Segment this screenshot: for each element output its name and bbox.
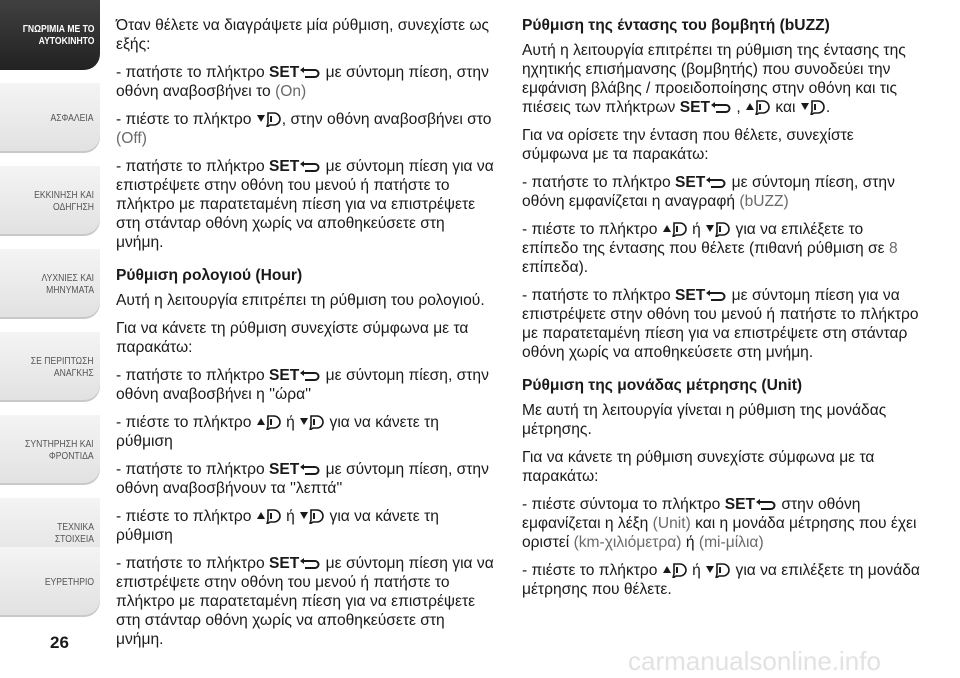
- display-value: (bUZZ): [739, 193, 789, 210]
- tab-safety[interactable]: [0, 83, 100, 153]
- up-speech-icon: [662, 562, 688, 578]
- or-text: ή: [692, 221, 701, 238]
- tab-index[interactable]: [0, 547, 100, 617]
- step-text: - πιέστε σύντομα το πλήκτρο: [522, 496, 721, 513]
- step-text: - πιέστε το πλήκτρο: [116, 111, 252, 128]
- and-text: και: [775, 99, 796, 116]
- page-number: 26: [50, 633, 69, 652]
- step: [116, 63, 496, 101]
- punctuation: .: [825, 99, 831, 116]
- tab-label: ΣΕ ΠΕΡΙΠΤΩΣΗ ΑΝΑΓΚΗΣ: [31, 355, 94, 379]
- tab-label: ΣΥΝΤΗΡΗΣΗ ΚΑΙ ΦΡΟΝΤΙΔΑ: [25, 438, 94, 462]
- intro-text: Όταν θέλετε να διαγράψετε μία ρύθμιση, συνεχίστε ως εξής:: [116, 17, 490, 53]
- step-text: με σύντομη πίεση, στην οθόνη αναβοσβήνουν τα ''λεπτά'': [116, 461, 489, 497]
- down-speech-icon: [705, 562, 731, 578]
- tab-label: ΓΝΩΡΙΜΙΑ ΜΕ ΤΟ ΑΥΤΟΚΙΝΗΤΟ: [22, 23, 94, 47]
- step-text: - πατήστε το πλήκτρο: [116, 367, 265, 384]
- paragraph: [522, 401, 922, 439]
- set-return-icon: [710, 101, 732, 115]
- description-text: Με αυτή τη λειτουργία γίνεται η ρύθμιση της μονάδας μέτρησης.: [522, 402, 887, 438]
- paragraph: [116, 291, 496, 310]
- set-label: SET: [675, 174, 706, 191]
- step: [522, 561, 922, 599]
- tab-label: ΛΥΧΝΙΕΣ ΚΑΙ ΜΗΝΥΜΑΤΑ: [41, 272, 94, 296]
- set-return-icon: [299, 557, 321, 571]
- up-speech-icon: [256, 414, 282, 430]
- tab-label: ΤΕΧΝΙΚΑ ΣΤΟΙΧΕΙΑ: [54, 521, 94, 545]
- set-return-icon: [705, 176, 727, 190]
- down-speech-icon: [800, 99, 826, 115]
- up-speech-icon: [256, 508, 282, 524]
- step-text: στην οθόνη εμφανίζεται η λέξη: [522, 496, 861, 532]
- section-heading-unit: Ρύθμιση της μονάδας μέτρησης (Unit): [522, 377, 803, 394]
- step-text: με σύντομη πίεση για να επιστρέψετε στην οθόνη του μενού ή πατήστε το πλήκτρο με παρατεταμένη πίεση για να επιστρέψετε στη στάνταρ οθόνη χωρίς να αποθηκεύσετε στη μνήμη.: [522, 287, 919, 361]
- step: [522, 495, 922, 552]
- set-return-icon: [299, 463, 321, 477]
- or-text: ή: [685, 534, 695, 551]
- step-text: με σύντομη πίεση, στην οθόνη αναβοσβήνει η ''ώρα'': [116, 367, 489, 403]
- set-label: SET: [269, 367, 300, 384]
- paragraph: [116, 319, 496, 357]
- paragraph: [116, 16, 496, 54]
- intro-text: Για να κάνετε τη ρύθμιση συνεχίστε σύμφωνα με τα παρακάτω:: [116, 320, 469, 356]
- step-text: με σύντομη πίεση, στην οθόνη αναβοσβήνει το: [116, 64, 489, 100]
- description-text: Αυτή η λειτουργία επιτρέπει τη ρύθμιση του ρολογιού.: [116, 292, 485, 309]
- set-return-icon: [299, 369, 321, 383]
- display-value: (Unit): [652, 515, 691, 532]
- step-text: με σύντομη πίεση για να επιστρέψετε στην οθόνη του μενού ή πατήστε το πλήκτρο με παρατεταμένη πίεση για να επιστρέψετε στη στάνταρ οθόνη χωρίς να αποθηκεύσετε στη μνήμη.: [116, 158, 494, 251]
- set-return-icon: [755, 498, 777, 512]
- up-speech-icon: [662, 221, 688, 237]
- down-speech-icon: [299, 508, 325, 524]
- set-label: SET: [269, 461, 300, 478]
- set-label: SET: [269, 555, 300, 572]
- watermark: carmanualsonline.info: [628, 646, 881, 676]
- intro-text: Για να ορίσετε την ένταση που θέλετε, συνεχίστε σύμφωνα με τα παρακάτω:: [522, 127, 854, 163]
- tab-label: ΑΣΦΑΛΕΙΑ: [50, 112, 94, 124]
- tab-emergency[interactable]: [0, 332, 100, 402]
- step-text: - πατήστε το πλήκτρο: [116, 158, 265, 175]
- step-text: - πιέστε το πλήκτρο: [116, 508, 252, 525]
- intro-text: Για να κάνετε τη ρύθμιση συνεχίστε σύμφωνα με τα παρακάτω:: [522, 449, 875, 485]
- step: [116, 157, 496, 252]
- set-return-icon: [299, 160, 321, 174]
- down-speech-icon: [299, 414, 325, 430]
- step: [522, 220, 922, 277]
- display-value: (Off): [116, 130, 147, 147]
- step-text: - πιέστε το πλήκτρο: [522, 221, 658, 238]
- step: [116, 366, 496, 404]
- tab-starting-driving[interactable]: [0, 166, 100, 236]
- set-label: SET: [269, 158, 300, 175]
- step-text: με σύντομη πίεση για να επιστρέψετε στην οθόνη του μενού ή πατήστε το πλήκτρο με παρατεταμένη πίεση για να επιστρέψετε στη στάνταρ οθόνη χωρίς να αποθηκεύσετε στη μνήμη.: [116, 555, 494, 648]
- step-text: - πατήστε το πλήκτρο: [116, 64, 265, 81]
- description-text: Αυτή η λειτουργία επιτρέπει τη ρύθμιση της έντασης της ηχητικής επισήμανσης (βομβητής) που συνοδεύει την εμφάνιση βλάβης / προειδοποίησης στην οθόνη και τις πιέσεις των πλήκτρων: [522, 42, 906, 116]
- step-text: , στην οθόνη αναβοσβήνει στο: [281, 111, 492, 128]
- or-text: ή: [286, 508, 295, 525]
- step: [522, 286, 922, 362]
- step-text: με σύντομη πίεση, στην οθόνη εμφανίζεται η αναγραφή: [522, 174, 895, 210]
- right-column: [522, 16, 922, 608]
- step-text: - πατήστε το πλήκτρο: [522, 287, 671, 304]
- set-return-icon: [299, 66, 321, 80]
- step-text: - πιέστε το πλήκτρο: [522, 562, 658, 579]
- step-text: - πατήστε το πλήκτρο: [522, 174, 671, 191]
- tab-label: ΕΥΡΕΤΗΡΙΟ: [44, 576, 94, 588]
- step: [116, 554, 496, 649]
- step-text: για να κάνετε τη ρύθμιση: [116, 508, 439, 544]
- step-text: - πατήστε το πλήκτρο: [116, 555, 265, 572]
- section-heading-hour: Ρύθμιση ρολογιού (Hour): [116, 267, 303, 284]
- step: [116, 507, 496, 545]
- set-label: SET: [679, 99, 711, 116]
- left-column: [116, 16, 496, 658]
- up-speech-icon: [745, 99, 771, 115]
- tab-label: ΕΚΚΙΝΗΣΗ ΚΑΙ ΟΔΗΓΗΣΗ: [34, 189, 94, 213]
- set-label: SET: [675, 287, 706, 304]
- tab-getting-to-know[interactable]: [0, 0, 100, 70]
- display-value: (On): [275, 83, 307, 100]
- step-text: επίπεδα).: [522, 259, 589, 276]
- step: [116, 413, 496, 451]
- punctuation: ,: [736, 99, 741, 116]
- step: [116, 110, 496, 148]
- section-heading-buzzer: Ρύθμιση της έντασης του βομβητή (bUZZ): [522, 17, 830, 34]
- tab-maintenance[interactable]: [0, 415, 100, 485]
- or-text: ή: [692, 562, 701, 579]
- step-text: - πατήστε το πλήκτρο: [116, 461, 265, 478]
- paragraph: [522, 448, 922, 486]
- set-return-icon: [705, 289, 727, 303]
- display-value: 8: [888, 240, 898, 257]
- chapter-sidebar: [0, 0, 104, 678]
- step: [116, 460, 496, 498]
- paragraph: [522, 126, 922, 164]
- step-text: για να επιλέξετε τη μονάδα μέτρησης που θέλετε.: [522, 562, 920, 598]
- tab-lights-messages[interactable]: [0, 249, 100, 319]
- step-text: για να κάνετε τη ρύθμιση: [116, 414, 439, 450]
- or-text: ή: [286, 414, 295, 431]
- down-speech-icon: [256, 111, 282, 127]
- display-value: (km-χιλιόμετρα): [573, 534, 682, 551]
- set-label: SET: [724, 496, 756, 513]
- step-text: για να επιλέξετε το επίπεδο της έντασης που θέλετε (πιθανή ρύθμιση σε: [522, 221, 885, 257]
- display-value: (mi-μίλια): [698, 534, 764, 551]
- paragraph: [522, 41, 922, 117]
- down-speech-icon: [705, 221, 731, 237]
- step: [522, 173, 922, 211]
- step-text: και η μονάδα μέτρησης που έχει οριστεί: [522, 515, 917, 551]
- step-text: - πιέστε το πλήκτρο: [116, 414, 252, 431]
- set-label: SET: [269, 64, 300, 81]
